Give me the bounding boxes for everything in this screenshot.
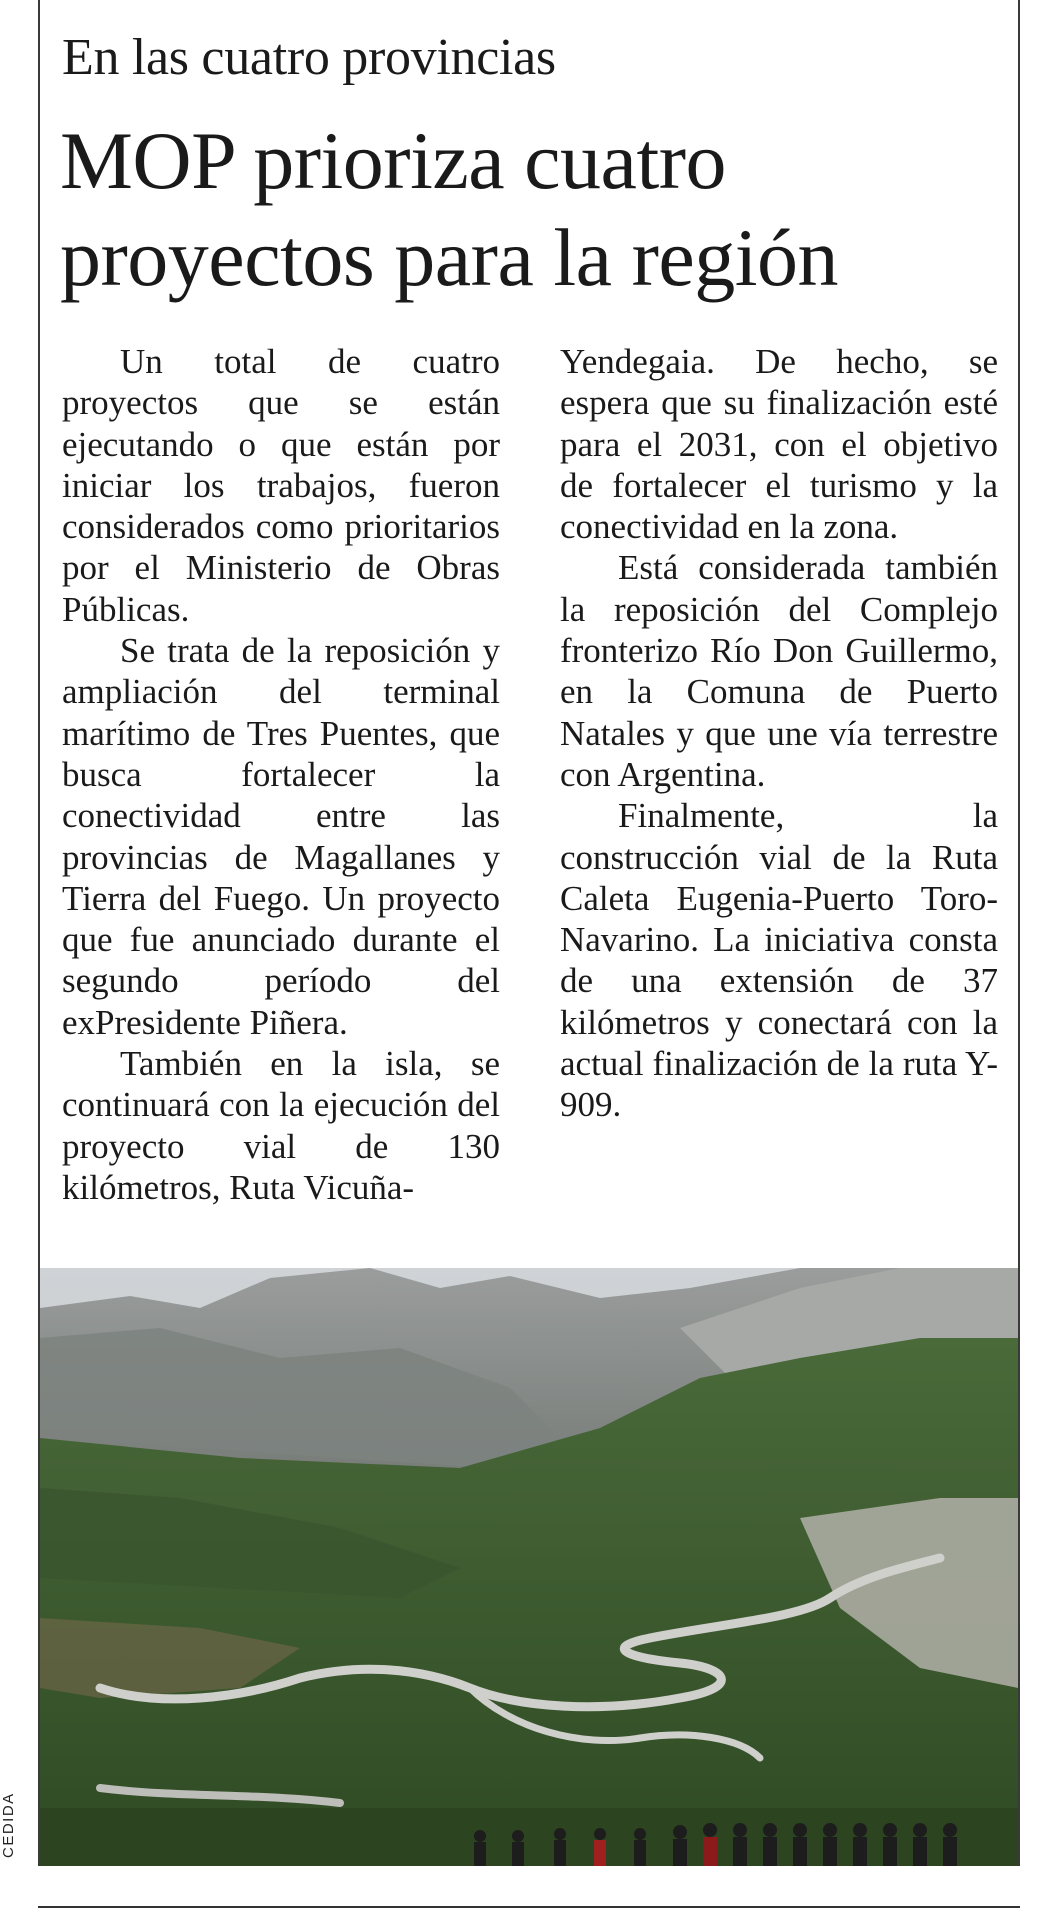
foreground-shrubs — [40, 1808, 1018, 1866]
body-paragraph: Yendegaia. De hecho, se espera que su finalización esté para el 2031, con el objetivo de fortalecer el turismo y la conectividad en la zona. — [560, 342, 998, 547]
article-photo — [40, 1268, 1018, 1866]
article-kicker: En las cuatro provincias — [62, 29, 556, 86]
mountain-road-photo — [40, 1268, 1018, 1866]
photo-credit: CEDIDA — [0, 1792, 17, 1858]
body-paragraph: Está considerada también la reposición del Complejo fronterizo Río Don Guillermo, en la Comuna de Puerto Natales y que une vía terrestre con Argentina. — [560, 548, 998, 794]
body-paragraph: Finalmente, la construcción vial de la Ruta Caleta Eugenia-Puerto Toro-Navarino. La iniciativa consta de una extensión de 37 kilómetros y conectará con la actual finalización de la ruta Y-909. — [560, 796, 998, 1125]
body-paragraph: Un total de cuatro proyectos que se están ejecutando o que están por iniciar los trabajos, fueron considerados como prioritarios por el Ministerio de Obras Públicas. — [62, 342, 500, 629]
body-paragraph: También en la isla, se continuará con la ejecución del proyecto vial de 130 kilómetros, Ruta Vicuña- — [62, 1044, 500, 1207]
article-headline: MOP prioriza cuatro proyectos para la región — [60, 115, 839, 303]
body-paragraph: Se trata de la reposición y ampliación del terminal marítimo de Tres Puentes, que busca fortalecer la conectividad entre las provincias de Magallanes y Tierra del Fuego. Un proyecto que fue anunciado durante el segundo período del exPresidente Piñera. — [62, 631, 500, 1042]
article-column-1 — [62, 341, 500, 1208]
bottom-rule — [38, 1906, 1020, 1908]
article-column-2 — [560, 341, 998, 1126]
